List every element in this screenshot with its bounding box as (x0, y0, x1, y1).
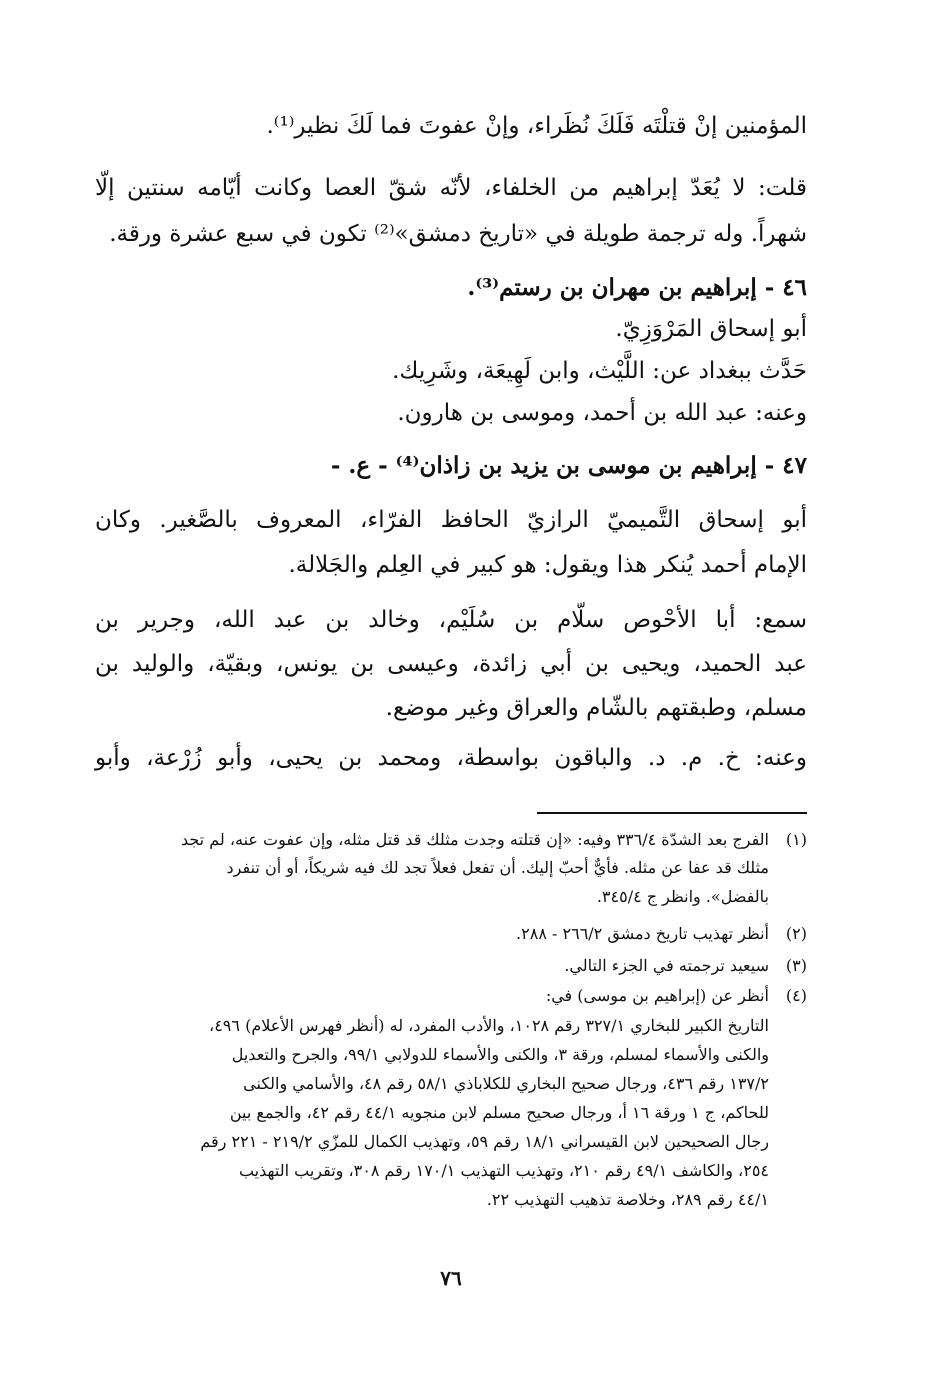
body-line: أبو إسحاق المَرْوَزِيّ. (615, 316, 807, 342)
footnote-line: ٢٥٤، والكاشف ٤٩/١ رقم ٢١٠، وتهذيب التهذيب ١٧٠/١ رقم ٣٠٨، وتقريب التهذيب (238, 1161, 769, 1180)
body-line: قلت: لا يُعَدّ إبراهيم من الخلفاء، لأنّه شقّ العصا وكانت أيّامه سنتين إلّا (95, 175, 807, 201)
footnote-text: الفرج بعد الشدّة ٣٣٦/٤ وفيه: «إن قتلته وجدت مثلك قد قتل مثله، وإن عفوت عنه، لم تجد (180, 830, 769, 849)
footnote-text: أنظر عن (إبراهيم بن موسى) في: (545, 986, 769, 1005)
footnote-number: (١) (785, 830, 807, 849)
entry-47-title: ٤٧ - إبراهيم بن موسى بن يزيد بن زاذان⁽⁴⁾ - ع. - (330, 452, 807, 479)
footnote-line: مثلك قد عفا عن مثله. فأيٌّ أحبّ إليك. أن تفعل فعلاً تجد لك فيه شريكاً، أو أن تنفرد (226, 858, 769, 877)
footnote-4 (95, 986, 807, 1006)
footnote-line: ١٣٧/٢ رقم ٤٣٦، ورجال صحيح البخاري للكلاباذي ٥٨/١ رقم ٤٨، والأسامي والكنى (243, 1074, 769, 1093)
footnote-line: بالفضل». وانظر ج ٣٤٥/٤. (596, 887, 769, 906)
footnote-line: ٤٤/١ رقم ٢٨٩، وخلاصة تذهيب التهذيب ٢٢. (486, 1190, 769, 1209)
footnote-line: التاريخ الكبير للبخاري ٣٢٧/١ رقم ١٠٢٨، والأدب المفرد، له (أنظر فهرس الأعلام) ٤٩٦، (209, 1016, 769, 1035)
footnote-line: للحاكم، ج ١ ورقة ١٦ أ، ورجال صحيح مسلم لابن منجويه ٤٤/١ رقم ٤٢، والجمع بين (229, 1103, 769, 1122)
footnote-separator (537, 812, 807, 814)
body-line: حَدَّث ببغداد عن: اللَّيْث، وابن لَهِيعَة، وشَرِيك. (392, 358, 807, 384)
body-line: مسلم، وطبقتهم بالشّام والعراق وغير موضع. (385, 695, 807, 721)
body-line: سمع: أبا الأحْوص سلّام بن سُلَيْم، وخالد بن عبد الله، وجرير بن (95, 607, 807, 633)
footnote-text: سيعيد ترجمته في الجزء التالي. (564, 956, 769, 975)
footnote-2 (95, 924, 807, 944)
body-line: شهراً. وله ترجمة طويلة في «تاريخ دمشق»⁽²⁾ تكون في سبع عشرة ورقة. (109, 221, 807, 247)
book-page (95, 0, 807, 1376)
footnote-number: (٤) (785, 986, 807, 1005)
footnote-number: (٣) (785, 956, 807, 975)
body-line: وعنه: خ. م. د. والباقون بواسطة، ومحمد بن يحيى، وأبو زُرْعة، وأبو (95, 745, 807, 771)
entry-46-title: ٤٦ - إبراهيم بن مهران بن رستم⁽³⁾. (467, 274, 807, 301)
footnote-text: أنظر تهذيب تاريخ دمشق ٢٦٦/٢ - ٢٨٨. (516, 924, 769, 943)
footnote-number: (٢) (785, 924, 807, 943)
footnote-line: رجال الصحيحين لابن القيسراني ١٨/١ رقم ٥٩، وتهذيب الكمال للمزّي ٢١٩/٢ - ٢٢١ رقم (200, 1132, 769, 1151)
page-number: ٧٦ (440, 1266, 462, 1290)
body-line: المؤمنين إنْ قتلْتَه فَلَكَ نُظَراء، وإنْ عفوتَ فما لَكَ نظير⁽¹⁾. (266, 113, 807, 139)
footnote-line: والكنى والأسماء لمسلم، ورقة ٣، والكنى والأسماء للدولابي ٩٩/١، والجرح والتعديل (231, 1045, 769, 1064)
footnote-3 (95, 956, 807, 976)
body-line: أبو إسحاق التَّميميّ الرازيّ الحافظ الفرّاء، المعروف بالصَّغير. وكان (95, 507, 807, 533)
body-line: الإمام أحمد يُنكر هذا ويقول: هو كبير في العِلم والجَلالة. (288, 552, 807, 578)
footnote-1 (95, 830, 807, 850)
body-line: وعنه: عبد الله بن أحمد، وموسى بن هارون. (397, 400, 807, 426)
body-line: عبد الحميد، ويحيى بن أبي زائدة، وعيسى بن يونس، وبقيّة، والوليد بن (95, 651, 807, 677)
